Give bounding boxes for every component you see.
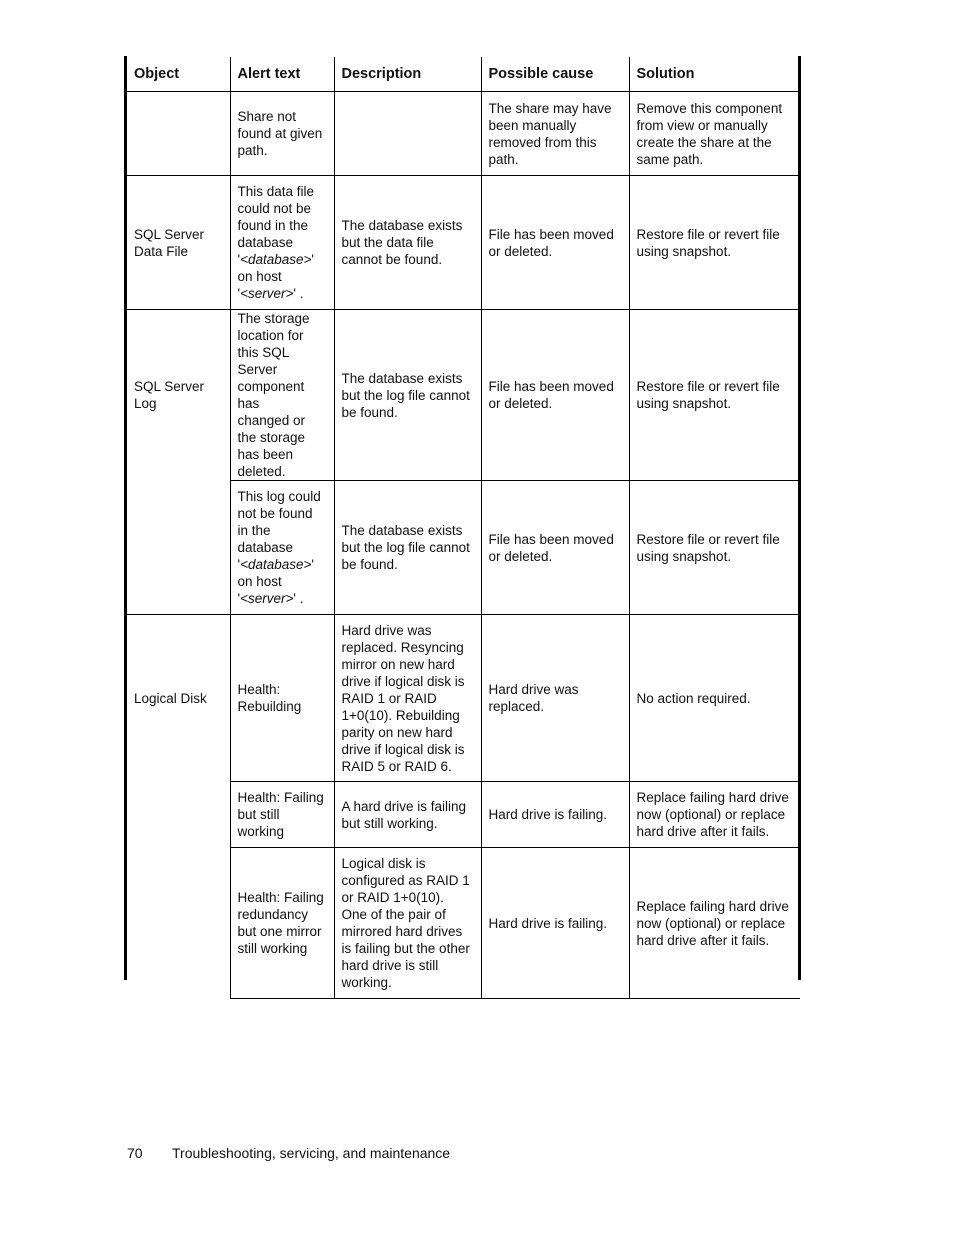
alert-text-cell: [230, 782, 334, 848]
solution-text: Restore file or revert file using snapshot.: [636, 379, 780, 411]
solution-cell: [629, 848, 800, 999]
solution-text: Restore file or revert file using snapshot.: [636, 531, 780, 564]
header-object: Object: [127, 57, 230, 92]
page-number: 70: [127, 1145, 143, 1161]
possible-cause-cell: [481, 92, 629, 176]
description-cell: [334, 848, 481, 999]
alert-text-cell: [230, 310, 334, 481]
alert-text: The storage location for this SQL Server component has changed or the storage has been deleted.: [237, 311, 310, 479]
alert-text-cell: [230, 176, 334, 310]
description-text: Logical disk is configured as RAID 1 or RAID 1+0(10). One of the pair of mirrored hard drives is failing but the other hard drive is still working.: [341, 856, 470, 990]
solution-text: Replace failing hard drive now (optional) or replace hard drive after it fails.: [636, 790, 789, 839]
object-cell: [127, 615, 230, 782]
possible-cause-text: Hard drive was replaced.: [488, 682, 579, 714]
possible-cause-cell: [481, 176, 629, 310]
alert-text: This log could not be found in the database '<database>' on host '<server>' .: [237, 489, 321, 606]
header-solution: Solution: [629, 57, 800, 92]
alert-text-cell: [230, 848, 334, 999]
alert-text-cell: [230, 615, 334, 782]
solution-cell: [629, 92, 800, 176]
object-cell: [127, 176, 230, 310]
object-cell: [127, 782, 230, 848]
alert-text-cell: [230, 481, 334, 615]
table-row: [127, 92, 800, 176]
object-cell: [127, 848, 230, 999]
object-cell: [127, 481, 230, 615]
table-row: [127, 481, 800, 615]
possible-cause-cell: [481, 615, 629, 782]
possible-cause-cell: [481, 848, 629, 999]
alert-text: This data file could not be found in the database '<database>' on host '<server>' .: [237, 184, 315, 301]
object-text: SQL Server Data File: [134, 226, 205, 259]
description-text: Hard drive was replaced. Resyncing mirror on new hard drive if logical disk is RAID 1 or RAID 1+0(10). Rebuilding parity on new hard drive if logical disk is RAID 5 or RAID 6.: [341, 622, 465, 774]
description-text: A hard drive is failing but still working.: [341, 798, 467, 831]
table-row: [127, 782, 800, 848]
possible-cause-text: File has been moved or deleted.: [488, 531, 614, 564]
table-row: [127, 176, 800, 310]
object-cell: [127, 310, 230, 481]
solution-cell: [629, 782, 800, 848]
alert-text: Health: Failing redundancy but one mirror still working: [237, 890, 324, 956]
possible-cause-text: Hard drive is failing.: [488, 807, 608, 822]
description-cell: [334, 176, 481, 310]
possible-cause-cell: [481, 310, 629, 481]
description-cell: [334, 481, 481, 615]
alert-text: Share not found at given path.: [237, 109, 323, 158]
table-header-row: [127, 57, 800, 92]
possible-cause-text: The share may have been manually removed from this path.: [488, 100, 612, 167]
possible-cause-cell: [481, 782, 629, 848]
possible-cause-text: File has been moved or deleted.: [488, 226, 614, 259]
table-row: [127, 310, 800, 481]
object-cell: [127, 92, 230, 176]
header-alert-text: Alert text: [230, 57, 334, 92]
solution-text: Replace failing hard drive now (optional) or replace hard drive after it fails.: [636, 898, 789, 948]
alerts-table: [127, 57, 800, 999]
solution-text: No action required.: [636, 690, 751, 706]
page-footer: [127, 1145, 450, 1161]
object-text: Logical Disk: [134, 690, 207, 706]
table-row: [127, 615, 800, 782]
header-possible-cause: Possible cause: [481, 57, 629, 92]
possible-cause-cell: [481, 481, 629, 615]
description-text: The database exists but the data file cannot be found.: [341, 218, 463, 267]
solution-text: Remove this component from view or manually create the share at the same path.: [636, 100, 783, 167]
alert-text: Health: Rebuilding: [237, 682, 302, 714]
object-text: SQL Server Log: [134, 379, 205, 412]
description-cell: [334, 92, 481, 176]
alert-text: Health: Failing but still working: [237, 790, 324, 839]
description-text: The database exists but the log file cannot be found.: [341, 370, 470, 420]
description-text: The database exists but the log file cannot be found.: [341, 523, 470, 572]
description-cell: [334, 782, 481, 848]
footer-section-title: Troubleshooting, servicing, and maintenance: [172, 1145, 451, 1161]
description-cell: [334, 615, 481, 782]
solution-cell: [629, 310, 800, 481]
solution-text: Restore file or revert file using snapshot.: [636, 226, 780, 259]
description-cell: [334, 310, 481, 481]
solution-cell: [629, 481, 800, 615]
table-row: [127, 848, 800, 999]
solution-cell: [629, 615, 800, 782]
possible-cause-text: Hard drive is failing.: [488, 915, 608, 931]
possible-cause-text: File has been moved or deleted.: [488, 379, 614, 411]
alert-text-cell: [230, 92, 334, 176]
solution-cell: [629, 176, 800, 310]
header-description: Description: [334, 57, 481, 92]
